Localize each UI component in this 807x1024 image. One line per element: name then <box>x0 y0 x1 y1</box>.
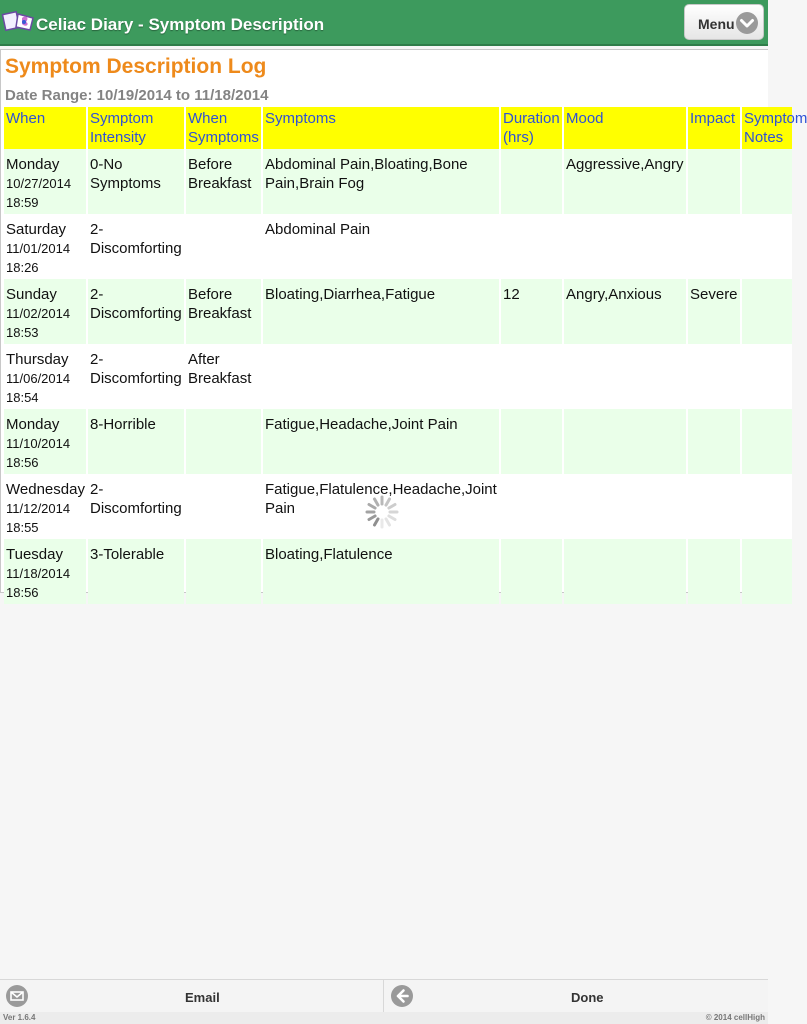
cell-mood <box>564 474 686 539</box>
cell-notes <box>742 539 792 604</box>
cell-notes <box>742 344 792 409</box>
column-header-impact: Impact <box>688 107 740 149</box>
cell-when-symptoms: Before Breakfast <box>186 149 261 214</box>
table-row[interactable] <box>4 214 792 279</box>
version-label: Ver 1.6.4 <box>3 1013 36 1022</box>
cell-impact: Severe <box>688 279 740 344</box>
cell-date: 10/27/2014 <box>6 176 72 191</box>
column-header-symptom-intensity: Symptom Intensity <box>88 107 184 149</box>
cell-when-symptoms <box>186 409 261 474</box>
cell-date: 11/02/2014 <box>6 306 71 321</box>
cell-duration <box>501 409 562 474</box>
cell-intensity: 8-Horrible <box>88 409 184 474</box>
cell-mood <box>564 214 686 279</box>
cell-time: 18:55 <box>6 520 39 535</box>
cell-duration <box>501 344 562 409</box>
chevron-down-icon <box>736 12 758 34</box>
cell-day: Saturday <box>6 221 67 238</box>
app-title: Celiac Diary - Symptom Description <box>36 15 325 34</box>
cell-when <box>4 279 86 344</box>
column-header-when: When <box>4 107 86 149</box>
email-button-label: Email <box>185 990 220 1005</box>
cell-time: 18:56 <box>6 585 39 600</box>
cell-date: 11/06/2014 <box>6 371 71 386</box>
column-header-when-symptoms: When Symptoms <box>186 107 261 149</box>
cell-intensity: 0-No Symptoms <box>88 149 184 214</box>
table-header-row <box>4 107 792 149</box>
cell-symptoms: Abdominal Pain,Bloating,Bone Pain,Brain Fog <box>263 149 499 214</box>
cell-impact <box>688 474 740 539</box>
cell-symptoms: Fatigue,Headache,Joint Pain <box>263 409 499 474</box>
cell-when-symptoms <box>186 474 261 539</box>
cell-duration <box>501 474 562 539</box>
cell-symptoms: Abdominal Pain <box>263 214 499 279</box>
cell-symptoms: Fatigue,Flatulence,Headache,Joint Pain <box>263 474 499 539</box>
cell-impact <box>688 539 740 604</box>
page-title: Symptom Description Log <box>5 55 267 78</box>
cell-intensity: 2-Discomforting <box>88 344 184 409</box>
cell-when <box>4 214 86 279</box>
column-header-mood: Mood <box>564 107 686 149</box>
cell-day: Sunday <box>6 286 57 303</box>
cell-intensity: 2-Discomforting <box>88 279 184 344</box>
cell-when-symptoms: Before Breakfast <box>186 279 261 344</box>
cell-day: Tuesday <box>6 546 63 563</box>
cell-date: 11/10/2014 <box>6 436 71 451</box>
cell-mood: Angry,Anxious <box>564 279 686 344</box>
table-row[interactable] <box>4 279 792 344</box>
cell-mood <box>564 344 686 409</box>
cell-when-symptoms <box>186 539 261 604</box>
cell-intensity: 2-Discomforting <box>88 214 184 279</box>
cell-mood <box>564 409 686 474</box>
email-button[interactable] <box>0 980 384 1013</box>
done-button[interactable] <box>385 980 768 1013</box>
cell-duration <box>501 214 562 279</box>
envelope-icon <box>6 985 28 1007</box>
cell-when <box>4 344 86 409</box>
cell-notes <box>742 279 792 344</box>
column-header-symptom-notes: Symptom Notes <box>742 107 792 149</box>
copyright-label: © 2014 cellHigh <box>705 1013 765 1022</box>
app-logo-icon <box>3 10 35 32</box>
cell-time: 18:26 <box>6 260 39 275</box>
cell-when-symptoms <box>186 214 261 279</box>
cell-symptoms <box>263 344 499 409</box>
cell-when <box>4 409 86 474</box>
cell-day: Thursday <box>6 351 69 368</box>
cell-impact <box>688 409 740 474</box>
cell-when <box>4 149 86 214</box>
cell-when <box>4 539 86 604</box>
cell-time: 18:54 <box>6 390 39 405</box>
table-row[interactable] <box>4 539 792 604</box>
cell-impact <box>688 149 740 214</box>
arrow-left-icon <box>391 985 413 1007</box>
column-header-symptoms: Symptoms <box>263 107 499 149</box>
bottom-toolbar <box>0 979 768 1012</box>
table-row[interactable] <box>4 409 792 474</box>
cell-date: 11/18/2014 <box>6 566 71 581</box>
column-header-duration: Duration (hrs) <box>501 107 562 149</box>
cell-day: Wednesday <box>6 481 85 498</box>
cell-day: Monday <box>6 416 60 433</box>
cell-notes <box>742 409 792 474</box>
cell-time: 18:53 <box>6 325 39 340</box>
cell-date: 11/12/2014 <box>6 501 71 516</box>
cell-mood: Aggressive,Angry <box>564 149 686 214</box>
cell-time: 18:59 <box>6 195 39 210</box>
date-range: Date Range: 10/19/2014 to 11/18/2014 <box>5 87 269 104</box>
cell-intensity: 2-Discomforting <box>88 474 184 539</box>
cell-symptoms: Bloating,Flatulence <box>263 539 499 604</box>
cell-notes <box>742 214 792 279</box>
cell-when-symptoms: After Breakfast <box>186 344 261 409</box>
table-row[interactable] <box>4 149 792 214</box>
cell-intensity: 3-Tolerable <box>88 539 184 604</box>
cell-day: Monday <box>6 156 60 173</box>
cell-time: 18:56 <box>6 455 39 470</box>
loading-spinner-icon <box>364 494 400 530</box>
cell-mood <box>564 539 686 604</box>
cell-duration <box>501 539 562 604</box>
menu-button[interactable] <box>684 4 764 40</box>
cell-notes <box>742 149 792 214</box>
footer <box>0 1012 768 1024</box>
app-header <box>0 0 768 46</box>
cell-notes <box>742 474 792 539</box>
menu-button-label: Menu <box>698 16 735 32</box>
cell-date: 11/01/2014 <box>6 241 71 256</box>
done-button-label: Done <box>571 990 604 1005</box>
cell-symptoms: Bloating,Diarrhea,Fatigue <box>263 279 499 344</box>
cell-duration: 12 <box>501 279 562 344</box>
cell-impact <box>688 344 740 409</box>
table-row[interactable] <box>4 344 792 409</box>
cell-duration <box>501 149 562 214</box>
cell-when <box>4 474 86 539</box>
cell-impact <box>688 214 740 279</box>
